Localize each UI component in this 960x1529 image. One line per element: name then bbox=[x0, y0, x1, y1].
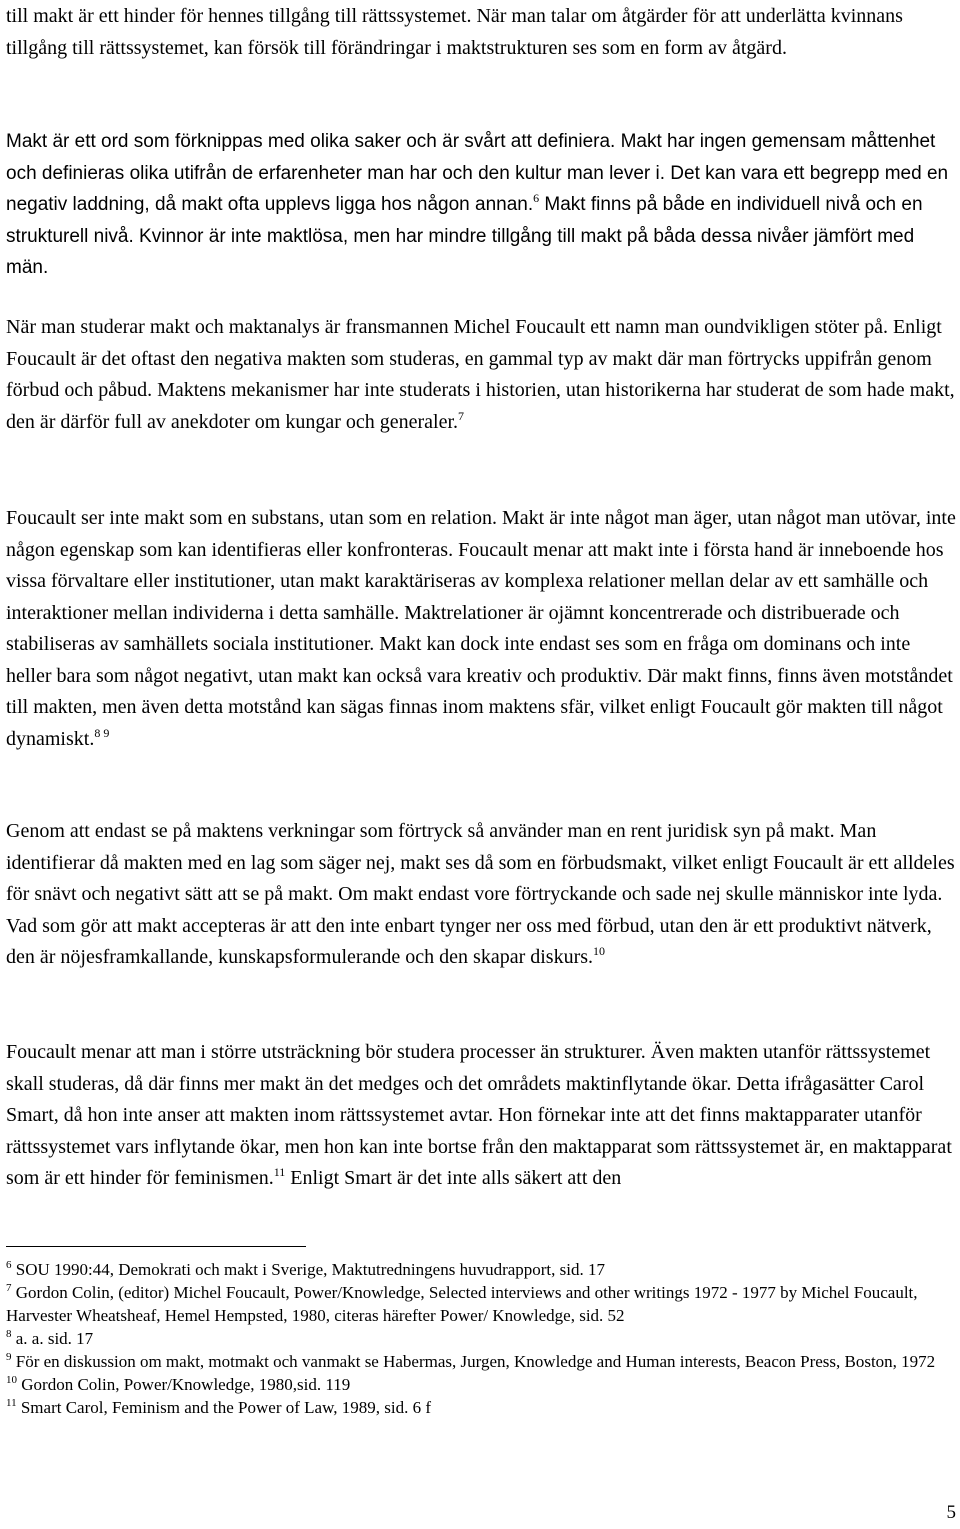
paragraph-text: Makt finns på både en individuell nivå och en strukturell nivå. Kvinnor är inte maktlösa, men har mindre tillgång till makt på båda dessa nivåer jämfört med män. bbox=[6, 194, 923, 278]
footnote bbox=[6, 1258, 936, 1281]
paragraph-6 bbox=[6, 1037, 956, 1195]
paragraph-text: till makt är ett hinder för hennes tillgång till rättssystemet. När man talar om åtgärder för att underlätta kvinnans tillgång till rättssystemet, kan försök till förändringar i maktstrukturen ses som en form av åtgärd. bbox=[6, 5, 903, 59]
footnote-text: SOU 1990:44, Demokrati och makt i Sverige, Maktutredningens huvudrapport, sid. 17 bbox=[11, 1260, 605, 1279]
paragraph-text: Enligt Smart är det inte alls säkert att den bbox=[285, 1167, 622, 1189]
footnote-ref[interactable]: 10 bbox=[593, 944, 606, 958]
footnote bbox=[6, 1327, 936, 1350]
footnote-number: 6 bbox=[6, 1259, 12, 1271]
footnote-text: a. a. sid. 17 bbox=[11, 1329, 94, 1348]
paragraph-text: Foucault menar att man i större utsträckning bör studera processer än strukturer. Även makten utanför rättssystemet skall studeras, då där finns mer makt än det medges och det områdets maktinflytande ökar. Detta ifrågasätter Carol Smart, då hon inte anser att makten inom rättssystemet avtar. Hon förnekar inte att det finns maktapparater utanför rättssystemet vars inflytande ökar, men hon kan inte bortse från den maktapparat som rättssystemet är, en maktapparat som är ett hinder för feminismen. bbox=[6, 1041, 952, 1189]
footnote-ref[interactable]: 6 bbox=[533, 191, 540, 205]
paragraph-4 bbox=[6, 503, 956, 755]
footnote-ref[interactable]: 11 bbox=[273, 1165, 286, 1179]
paragraph-text: Makt är ett ord som förknippas med olika saker och är svårt att definiera. bbox=[6, 131, 616, 152]
paragraph-text: Makt har ingen gemensam måttenhet och definieras olika utifrån de erfarenheter man har och den kultur man lever i. Det kan vara ett begrepp med en negativ laddning, då makt ofta upplevs ligga hos någon annan. bbox=[6, 131, 949, 215]
paragraph-2 bbox=[6, 126, 956, 284]
paragraph-text: Genom att endast se på maktens verkningar som förtryck så använder man en rent juridisk syn på makt. Man identifierar då makten med en lag som säger nej, makt ses då som en förbudsmakt, vilket enligt Foucault är ett alldeles för snävt och negativt sätt att se på makt. Om makt endast vore förtryckande och sade nej skulle människor inte lyda. Vad som gör att makt accepteras är att den inte enbart tynger ner oss med förbud, utan den är ett produktivt nätverk, den är nöjesframkallande, kunskapsformulerande och den skapar diskurs. bbox=[6, 820, 955, 968]
paragraph-text: Foucault ser inte makt som en substans, utan som en relation. Makt är inte något man äger, utan något man utövar, inte någon egenskap som kan identifieras eller konfronteras. Foucault menar att makt inte i första hand är inneboende hos vissa förvaltare eller institutioner, utan makt karaktäriseras av komplexa relationer mellan delar av ett samhälle och interaktioner mellan individerna i detta samhälle. Maktrelationer är ojämnt koncentrerade och distribuerade och stabiliseras av samhällets sociala institutioner. Makt kan dock inte endast ses som en fråga om dominans och inte heller bara som något negativt, utan makt kan också vara kreativ och produktiv. Där makt finns, finns även motståndet till makten, men även detta motstånd kan sägas finnas inom maktens sfär, vilket enligt Foucault gör makten till något dynamiskt. bbox=[6, 507, 956, 750]
footnote bbox=[6, 1281, 936, 1327]
page-number: 5 bbox=[946, 1502, 956, 1523]
footnote-number: 11 bbox=[6, 1397, 17, 1409]
footnote-text: För en diskussion om makt, motmakt och vanmakt se Habermas, Jurgen, Knowledge and Human interests, Beacon Press, Boston, 1972 bbox=[11, 1352, 936, 1371]
footnote bbox=[6, 1396, 936, 1419]
footnote-number: 9 bbox=[6, 1351, 12, 1363]
footnotes bbox=[6, 1258, 936, 1419]
footnote-text: Smart Carol, Feminism and the Power of Law, 1989, sid. 6 f bbox=[16, 1398, 431, 1417]
paragraph-text: När man studerar makt och maktanalys är fransmannen Michel Foucault ett namn man oundvikligen stöter på. Enligt Foucault är det oftast den negativa makten som studeras, en gammal typ av makt där man förtrycks uppifrån genom förbud och påbud. Maktens mekanismer har inte studerats i historien, utan historikerna har studerat de som hade makt, den är därför full av anekdoter om kungar och generaler. bbox=[6, 316, 955, 433]
footnote-ref[interactable]: 7 bbox=[458, 408, 465, 423]
footnote bbox=[6, 1350, 936, 1373]
footnote-ref[interactable]: 8 9 bbox=[94, 725, 110, 740]
paragraph-1 bbox=[6, 1, 956, 64]
footnote bbox=[6, 1373, 936, 1396]
footnote-divider bbox=[6, 1246, 306, 1247]
footnote-number: 8 bbox=[6, 1328, 12, 1340]
paragraph-5 bbox=[6, 816, 956, 974]
footnote-text: Gordon Colin, (editor) Michel Foucault, Power/Knowledge, Selected interviews and other writings 1972 - 1977 by Michel Foucault, Harvester Wheatsheaf, Hemel Hempsted, 1980, citeras härefter Power/ Knowledge, sid. 52 bbox=[6, 1283, 918, 1325]
footnote-number: 7 bbox=[6, 1282, 12, 1294]
footnote-text: Gordon Colin, Power/Knowledge, 1980,sid. 119 bbox=[17, 1375, 351, 1394]
paragraph-3 bbox=[6, 312, 956, 438]
footnote-number: 10 bbox=[6, 1374, 17, 1386]
